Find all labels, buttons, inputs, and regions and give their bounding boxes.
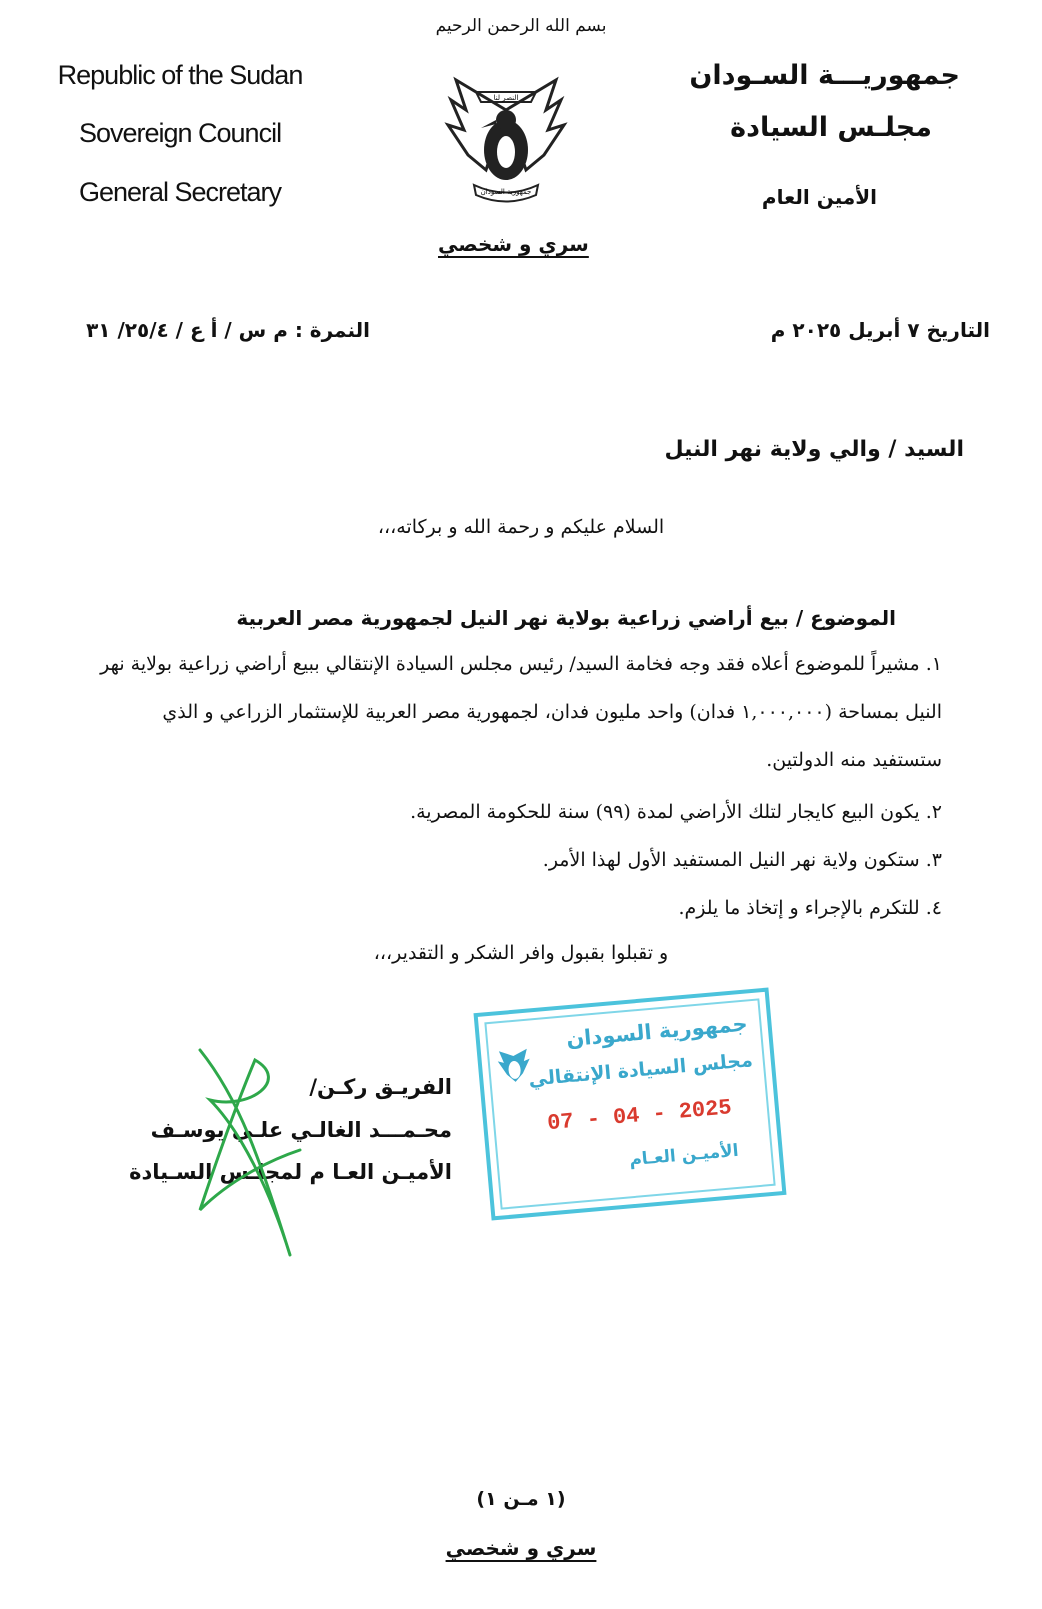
signatory-title: الأميـن العـا م لمجلـس السـيادة: [129, 1160, 452, 1184]
header-en-secretary: General Secretary: [78, 177, 282, 207]
sudan-emblem-icon: [436, 70, 576, 210]
subject: الموضوع / بيع أراضي زراعية بولاية نهر النيل لجمهورية مصر العربية: [236, 606, 896, 630]
header-en-country: Republic of the Sudan: [57, 60, 303, 90]
classification-top: سري و شخصي: [438, 232, 589, 256]
list-item: [92, 788, 942, 836]
header-ar-country: جمهوريـــة السـودان: [689, 60, 960, 91]
item-number: ١.: [925, 653, 942, 675]
handwritten-signature: [150, 1040, 350, 1270]
bismillah: بسم الله الرحمن الرحيم: [435, 16, 607, 36]
emblem-base-text: جمهورية السودان: [480, 188, 532, 196]
closing: و تقبلوا بقبول وافر الشكر و التقدير،،،: [373, 942, 669, 964]
item-number: ٢.: [925, 801, 942, 823]
list-item: [92, 836, 942, 884]
item-text: يكون البيع كايجار لتلك الأراضي لمدة (٩٩) سنة للحكومة المصرية.: [410, 801, 920, 823]
item-text: ستكون ولاية نهر النيل المستفيد الأول لهذا الأمر.: [542, 849, 920, 871]
reference-number: النمرة : م س / أ ع / ٢٥/٤/ ٣١: [86, 318, 370, 342]
item-number: ٣.: [925, 849, 942, 871]
page-number: (١ مـن ١): [476, 1488, 566, 1510]
signatory-rank: الفريـق ركـن/: [309, 1075, 452, 1099]
item-number: ٤.: [925, 897, 942, 919]
list-item: [92, 884, 942, 932]
stamp-council: مجلس السيادة الإنتقالي: [527, 1049, 754, 1091]
emblem-banner-text: النصر لنا: [493, 94, 519, 102]
signatory-name: محـمـــد الغالـي علـي يوسـف: [150, 1118, 452, 1142]
stamp-country: جمهورية السودان: [565, 1011, 749, 1052]
classification-bottom: سري و شخصي: [445, 1536, 597, 1560]
header-ar-secretary: الأمين العام: [761, 185, 877, 209]
greeting: السلام عليكم و رحمة الله و بركاته،،،: [377, 516, 665, 538]
letter-date: التاريخ ٧ أبريل ٢٠٢٥ م: [770, 318, 990, 342]
item-text: مشيراً للموضوع أعلاه فقد وجه فخامة السيد/ رئيس مجلس السيادة الإنتقالي ببيع أراضي زراعية بولاية نهر النيل بمساحة (١,٠٠٠,٠٠٠ فدان) واحد مليون فدان، لجمهورية مصر العربية للإستثمار الزراعي و الذي ستستفيد منه الدولتين.: [100, 653, 942, 771]
header-ar-council: مجلـس السيادة: [730, 112, 932, 143]
item-text: للتكرم بالإجراء و إتخاذ ما يلزم.: [678, 897, 920, 919]
stamp-date: 07 - 04 - 2025: [546, 1095, 733, 1137]
addressee: السيد / والي ولاية نهر النيل: [664, 437, 964, 462]
list-item: [92, 640, 942, 784]
official-stamp: [473, 987, 786, 1220]
header-en-council: Sovereign Council: [78, 118, 282, 148]
stamp-secretary: الأميـن العـام: [628, 1140, 740, 1171]
